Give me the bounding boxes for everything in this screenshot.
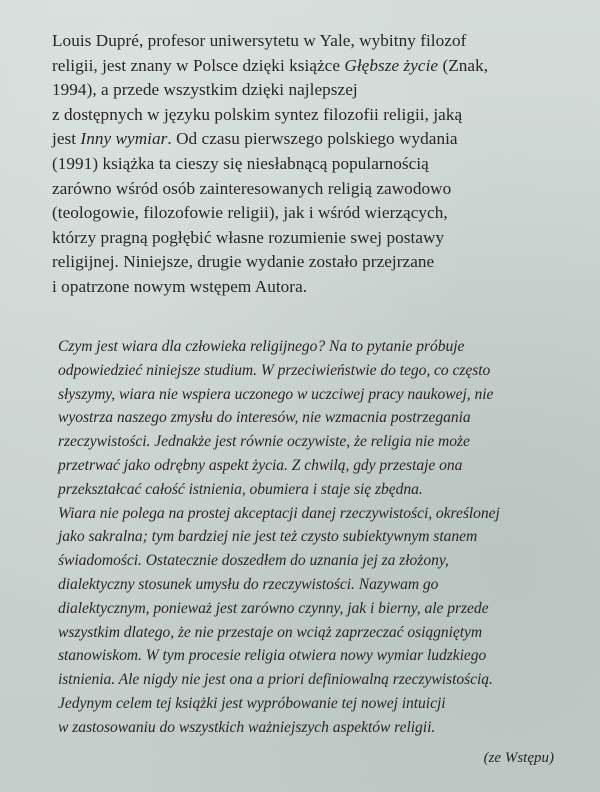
text-line: (1991) książka ta cieszy się niesłabnącą popularnością: [52, 153, 429, 173]
quote-attribution: (ze Wstępu): [483, 750, 554, 766]
quote-line: jako sakralna; tym bardziej nie jest też czysto subiektywnym stanem: [58, 528, 478, 546]
quote-line: dialektyczny stosunek umysłu do rzeczywistości. Nazywam go: [58, 575, 439, 593]
text-run: religii, jest znany w Polsce dzięki książce: [52, 55, 345, 75]
quote-line: w zastosowaniu do wszystkich ważniejszych aspektów religii.: [58, 718, 436, 736]
quote-line: wyostrza naszego zmysłu do interesów, nie wzmacnia postrzegania: [58, 409, 471, 427]
quote-line: istnienia. Ale nigdy nie jest ona a priori definiowalną rzeczywistością.: [58, 671, 493, 689]
text-line: zarówno wśród osób zainteresowanych religią zawodowo: [52, 178, 452, 198]
text-line: z dostępnych w języku polskim syntez filozofii religii, jaką: [52, 104, 463, 124]
quote-line: rzeczywistości. Jednakże jest równie oczywiste, że religia nie może: [58, 433, 470, 451]
text-run: (Znak,: [438, 55, 489, 75]
text-line: religijnej. Niniejsze, drugie wydanie zostało przejrzane: [52, 252, 435, 272]
book-title-italic: Głębsze życie: [344, 55, 439, 75]
text-run: . Od czasu pierwszego polskiego wydania: [167, 129, 458, 149]
text-line: i opatrzone nowym wstępem Autora.: [52, 276, 308, 296]
quote-line: słyszymy, wiara nie wspiera uczonego w uczciwej pracy naukowej, nie: [58, 385, 494, 403]
book-title-italic: Inny wymiar: [80, 129, 168, 149]
quote-paragraph: [58, 335, 578, 740]
quote-line: stanowiskom. W tym procesie religia otwiera nowy wymiar ludzkiego: [58, 647, 487, 665]
quote-line: świadomości. Ostatecznie doszedłem do uznania jej za złożony,: [58, 552, 449, 570]
quote-line: przetrwać jako odrębny aspekt życia. Z chwilą, gdy przestaje ona: [58, 456, 463, 474]
text-run: jest: [52, 129, 81, 149]
quote-line: dialektycznym, ponieważ jest zarówno czynny, jak i bierny, ale przede: [58, 599, 489, 617]
text-line: którzy pragną pogłębić własne rozumienie swej postawy: [52, 227, 445, 247]
quote-line: przekształcać całość istnienia, obumiera i staje się zbędna.: [58, 480, 423, 498]
description-paragraph: [52, 29, 572, 300]
text-line: (teologowie, filozofowie religii), jak i wśród wierzących,: [52, 203, 448, 223]
text-line: 1994), a przede wszystkim dzięki najlepszej: [52, 80, 358, 100]
text-line: Louis Dupré, profesor uniwersytetu w Yale, wybitny filozof: [52, 31, 467, 50]
text-line: [52, 127, 572, 152]
quote-line: Jedynym celem tej książki jest wypróbowanie tej nowej intuicji: [58, 694, 446, 712]
text-line: [52, 54, 572, 79]
quote-line: Wiara nie polega na prostej akceptacji danej rzeczywistości, określonej: [58, 504, 500, 522]
quote-line: wszystkim dlatego, że nie przestaje on wciąż zaprzeczać osiągniętym: [58, 623, 483, 641]
quote-line: odpowiedzieć niniejsze studium. W przeciwieństwie do tego, co często: [58, 361, 491, 379]
quote-line: Czym jest wiara dla człowieka religijnego? Na to pytanie próbuje: [58, 338, 465, 355]
